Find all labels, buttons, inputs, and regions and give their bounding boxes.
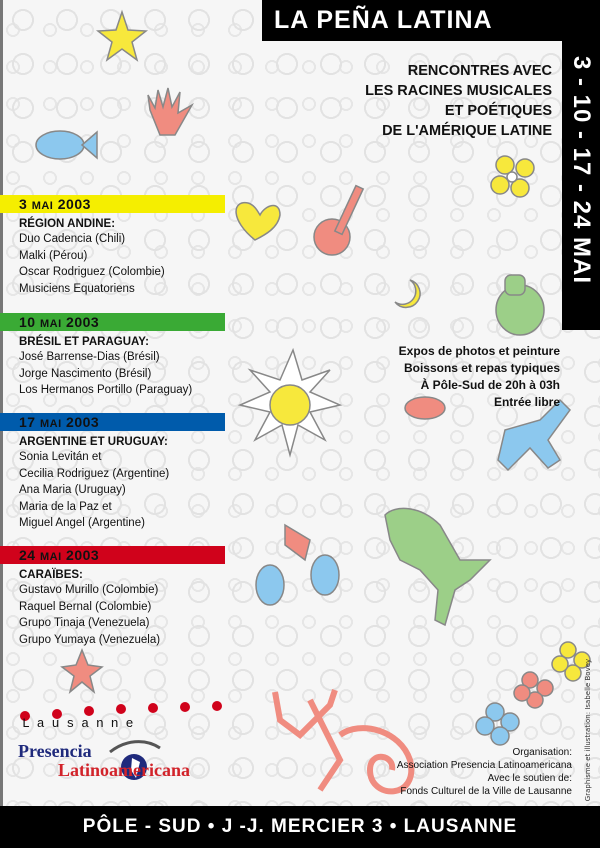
subtitle-line: ET POÉTIQUES (444, 103, 552, 119)
artist-item: Grupo Tinaja (Venezuela) (19, 617, 150, 629)
artist-item: Grupo Yumaya (Venezuela) (19, 633, 161, 646)
program-section (0, 546, 225, 648)
date-month: MAI (31, 200, 54, 212)
artist-item: Oscar Rodriguez (Colombie) (19, 266, 165, 278)
date-year: 2003 (66, 414, 100, 430)
hand-icon (148, 88, 192, 135)
fish-icon (36, 131, 97, 159)
region-heading: BRÉSIL ET PARAGUAY: (19, 336, 149, 348)
artist-item: Musiciens Equatoriens (19, 282, 135, 295)
date-year: 2003 (66, 314, 100, 330)
date-bar (0, 313, 225, 331)
date-day: 17 (19, 414, 36, 430)
star-icon (98, 12, 146, 60)
date-bar (0, 195, 225, 213)
date-year: 2003 (66, 547, 100, 563)
flower-icon (491, 156, 534, 197)
date-bar (0, 413, 225, 431)
info-line: Boissons et repas typiques (403, 361, 560, 375)
region-heading: CARAÏBES: (19, 569, 83, 581)
date-day: 24 (19, 547, 36, 563)
info-line: À Pôle-Sud de 20h à 03h (420, 378, 560, 392)
maracas-icon (256, 525, 339, 605)
presencia-logo-text: Presencia (18, 741, 92, 761)
artist-item: Cecilia Rodriguez (Argentine) (19, 467, 170, 480)
info-line: Entrée libre (493, 395, 560, 409)
org-line: Avec le soutien de: (487, 773, 572, 784)
guitar-icon (314, 186, 363, 255)
date-day: 3 (19, 196, 28, 212)
date-year: 2003 (57, 196, 91, 212)
spiral-figure-icon (275, 690, 411, 791)
subtitle (365, 61, 552, 141)
date-month: MAI (39, 318, 62, 330)
date-month: MAI (39, 418, 62, 430)
artist-item: Maria de la Paz et (19, 500, 112, 513)
date-day: 10 (19, 314, 36, 330)
moon-icon (395, 280, 420, 307)
event-info (399, 343, 560, 411)
program-section (0, 413, 225, 532)
illustration-credit: Graphisme et illustration: Isabelle Bovey (584, 658, 592, 802)
subtitle-line: LES RACINES MUSICALES (365, 83, 552, 99)
artist-item: Sonia Levitán et (19, 451, 102, 463)
artist-item: Duo Cadencia (Chili) (19, 233, 126, 245)
info-line: Expos de photos et peinture (398, 344, 560, 358)
lausanne-logo: Lausanne (22, 716, 141, 731)
subtitle-line: RENCONTRES AVEC (407, 63, 552, 79)
artist-item: Jorge Nascimento (Brésil) (19, 367, 152, 380)
program-section (0, 195, 225, 297)
artist-item: Los Hermanos Portillo (Paraguay) (19, 384, 193, 396)
organisation-credits (397, 746, 572, 798)
artist-item: Raquel Bernal (Colombie) (19, 600, 152, 613)
date-month: MAI (39, 551, 62, 563)
region-heading: RÉGION ANDINE: (19, 218, 116, 230)
small-star-icon (62, 650, 102, 692)
artist-item: Malki (Pérou) (19, 249, 88, 262)
artist-item: Miguel Angel (Argentine) (19, 517, 145, 529)
artist-item: Gustavo Murillo (Colombie) (19, 584, 159, 596)
lizard-icon (385, 508, 490, 625)
vase-icon (496, 275, 544, 335)
artist-item: José Barrense-Dias (Brésil) (19, 351, 160, 363)
org-line: Fonds Culturel de la Ville de Lausanne (400, 786, 572, 797)
org-line: Association Presencia Latinoamericana (396, 760, 572, 771)
program-section (0, 313, 225, 399)
org-line: Organisation: (512, 747, 572, 758)
date-bar (0, 546, 225, 564)
heart-icon (236, 203, 280, 240)
latinoamericana-logo-text: Latinoamericana (58, 760, 190, 780)
dates-vertical: 3 - 10 - 17 - 24 MAI (568, 55, 595, 285)
region-heading: ARGENTINE ET URUGUAY: (19, 436, 168, 448)
artist-item: Ana Maria (Uruguay) (19, 484, 126, 496)
footer-address: PÔLE - SUD • J -J. MERCIER 3 • LAUSANNE (0, 806, 600, 848)
dates-strip (562, 0, 600, 330)
page-title: LA PEÑA LATINA (262, 0, 600, 41)
pink-flower-icon (514, 672, 553, 708)
subtitle-line: DE L'AMÉRIQUE LATINE (382, 123, 552, 139)
blue-flower-icon (476, 703, 519, 745)
sun-icon (240, 350, 340, 455)
